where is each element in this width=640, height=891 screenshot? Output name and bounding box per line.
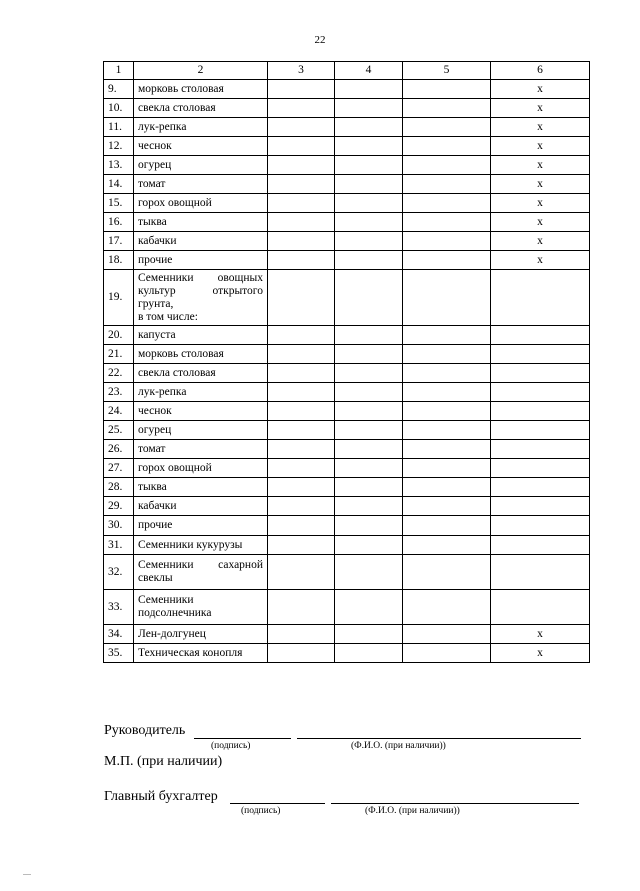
row-name: кабачки <box>134 232 268 251</box>
cell-col4 <box>335 644 403 663</box>
row-name: тыква <box>134 478 268 497</box>
cell-col6 <box>491 421 590 440</box>
row-name: Техническая конопля <box>134 644 268 663</box>
accountant-fio-line <box>331 803 579 804</box>
row-number: 34. <box>104 625 134 644</box>
table-row <box>104 536 590 555</box>
row-number: 33. <box>104 590 134 625</box>
cell-col3 <box>268 555 335 590</box>
row-number: 23. <box>104 383 134 402</box>
row-name: прочие <box>134 251 268 270</box>
stamp-label: М.П. (при наличии) <box>104 754 223 769</box>
row-name: чеснок <box>134 137 268 156</box>
cell-col5 <box>403 270 491 326</box>
row-name-sub: в том числе: <box>138 310 198 323</box>
cell-col6 <box>491 516 590 536</box>
cell-col3 <box>268 402 335 421</box>
row-name: кабачки <box>134 497 268 516</box>
cell-col6: x <box>491 251 590 270</box>
row-number: 9. <box>104 80 134 99</box>
row-name: свекла столовая <box>134 364 268 383</box>
header-cell: 4 <box>335 62 403 80</box>
row-number: 31. <box>104 536 134 555</box>
cell-col3 <box>268 270 335 326</box>
cell-col5 <box>403 232 491 251</box>
cell-col3 <box>268 175 335 194</box>
table-row <box>104 270 590 326</box>
head-label: Руководитель <box>104 723 186 738</box>
cell-col4 <box>335 326 403 345</box>
cell-col3 <box>268 497 335 516</box>
row-number: 32. <box>104 555 134 590</box>
cell-col3 <box>268 440 335 459</box>
table-row <box>104 590 590 625</box>
row-name: морковь столовая <box>134 80 268 99</box>
row-number: 10. <box>104 99 134 118</box>
cell-col3 <box>268 478 335 497</box>
cell-col3 <box>268 326 335 345</box>
cell-col4 <box>335 213 403 232</box>
scan-artifact <box>23 874 31 875</box>
cell-col5 <box>403 213 491 232</box>
head-fio-caption: (Ф.И.О. (при наличии)) <box>351 741 446 751</box>
cell-col4 <box>335 421 403 440</box>
row-name: горох овощной <box>134 194 268 213</box>
cell-col5 <box>403 251 491 270</box>
row-name: огурец <box>134 421 268 440</box>
row-number: 15. <box>104 194 134 213</box>
accountant-signature-line <box>230 803 325 804</box>
cell-col4 <box>335 590 403 625</box>
cell-col5 <box>403 625 491 644</box>
row-name: Семенники подсолнечника <box>134 590 268 625</box>
row-number: 13. <box>104 156 134 175</box>
table-row <box>104 625 590 644</box>
cell-col5 <box>403 99 491 118</box>
row-name: лук-репка <box>134 383 268 402</box>
row-number: 11. <box>104 118 134 137</box>
row-number: 29. <box>104 497 134 516</box>
table-row <box>104 137 590 156</box>
cell-col5 <box>403 644 491 663</box>
header-cell: 6 <box>491 62 590 80</box>
cell-col3 <box>268 625 335 644</box>
cell-col5 <box>403 345 491 364</box>
cell-col5 <box>403 194 491 213</box>
table-row <box>104 459 590 478</box>
row-number: 22. <box>104 364 134 383</box>
row-number: 16. <box>104 213 134 232</box>
row-name: прочие <box>134 516 268 536</box>
cell-col6: x <box>491 644 590 663</box>
head-signature-caption: (подпись) <box>211 741 251 751</box>
cell-col4 <box>335 345 403 364</box>
cell-col3 <box>268 213 335 232</box>
row-name: горох овощной <box>134 459 268 478</box>
table-row <box>104 402 590 421</box>
cell-col3 <box>268 137 335 156</box>
row-number: 12. <box>104 137 134 156</box>
row-name: тыква <box>134 213 268 232</box>
table-row <box>104 80 590 99</box>
cell-col3 <box>268 251 335 270</box>
row-name: томат <box>134 440 268 459</box>
cell-col5 <box>403 459 491 478</box>
row-number: 18. <box>104 251 134 270</box>
row-number: 21. <box>104 345 134 364</box>
row-number: 25. <box>104 421 134 440</box>
cell-col6 <box>491 383 590 402</box>
cell-col3 <box>268 421 335 440</box>
row-name: свекла столовая <box>134 99 268 118</box>
row-name <box>134 270 268 326</box>
cell-col4 <box>335 478 403 497</box>
cell-col6: x <box>491 137 590 156</box>
row-name: Семенники сахарной свеклы <box>134 555 268 590</box>
cell-col6: x <box>491 175 590 194</box>
cell-col5 <box>403 478 491 497</box>
row-number: 28. <box>104 478 134 497</box>
cell-col4 <box>335 459 403 478</box>
cell-col6: x <box>491 156 590 175</box>
table-row <box>104 175 590 194</box>
cell-col4 <box>335 99 403 118</box>
cell-col4 <box>335 516 403 536</box>
cell-col5 <box>403 137 491 156</box>
cell-col6 <box>491 270 590 326</box>
cell-col5 <box>403 80 491 99</box>
accountant-label: Главный бухгалтер <box>104 789 218 804</box>
cell-col6: x <box>491 625 590 644</box>
cell-col5 <box>403 383 491 402</box>
table-row <box>104 118 590 137</box>
row-number: 19. <box>104 270 134 326</box>
cell-col6: x <box>491 232 590 251</box>
cell-col3 <box>268 459 335 478</box>
cell-col5 <box>403 555 491 590</box>
table-row <box>104 478 590 497</box>
cell-col4 <box>335 118 403 137</box>
cell-col6 <box>491 536 590 555</box>
cell-col3 <box>268 644 335 663</box>
cell-col6 <box>491 555 590 590</box>
head-signature-line <box>194 738 291 739</box>
table-row <box>104 497 590 516</box>
cell-col3 <box>268 590 335 625</box>
cell-col6 <box>491 440 590 459</box>
cell-col5 <box>403 175 491 194</box>
cell-col6 <box>491 497 590 516</box>
row-number: 30. <box>104 516 134 536</box>
cell-col3 <box>268 516 335 536</box>
page-number: 22 <box>314 34 326 46</box>
cell-col4 <box>335 625 403 644</box>
cell-col4 <box>335 440 403 459</box>
cell-col4 <box>335 270 403 326</box>
table-row <box>104 555 590 590</box>
table-row <box>104 440 590 459</box>
table-row <box>104 421 590 440</box>
cell-col3 <box>268 194 335 213</box>
cell-col5 <box>403 326 491 345</box>
cell-col5 <box>403 516 491 536</box>
row-name: Семенники кукурузы <box>134 536 268 555</box>
cell-col3 <box>268 156 335 175</box>
cell-col6: x <box>491 213 590 232</box>
cell-col5 <box>403 590 491 625</box>
cell-col6: x <box>491 194 590 213</box>
header-cell: 3 <box>268 62 335 80</box>
cell-col5 <box>403 421 491 440</box>
cell-col6: x <box>491 80 590 99</box>
row-number: 14. <box>104 175 134 194</box>
cell-col4 <box>335 536 403 555</box>
cell-col3 <box>268 345 335 364</box>
cell-col6: x <box>491 99 590 118</box>
table-row <box>104 99 590 118</box>
cell-col3 <box>268 232 335 251</box>
table-row <box>104 364 590 383</box>
cell-col5 <box>403 402 491 421</box>
table-row <box>104 383 590 402</box>
cell-col4 <box>335 137 403 156</box>
cell-col4 <box>335 175 403 194</box>
cell-col3 <box>268 118 335 137</box>
table-row <box>104 644 590 663</box>
cell-col3 <box>268 99 335 118</box>
cell-col5 <box>403 156 491 175</box>
cell-col4 <box>335 194 403 213</box>
row-name: томат <box>134 175 268 194</box>
cell-col3 <box>268 80 335 99</box>
cell-col4 <box>335 555 403 590</box>
table-row <box>104 345 590 364</box>
row-number: 20. <box>104 326 134 345</box>
cell-col4 <box>335 402 403 421</box>
accountant-fio-caption: (Ф.И.О. (при наличии)) <box>365 806 460 816</box>
table-row <box>104 516 590 536</box>
row-name-main: Семенники овощных культур открытого грунта, <box>138 271 263 310</box>
cell-col6 <box>491 590 590 625</box>
cell-col4 <box>335 383 403 402</box>
cell-col3 <box>268 536 335 555</box>
table-row <box>104 213 590 232</box>
cell-col6 <box>491 478 590 497</box>
table-row <box>104 251 590 270</box>
row-name: капуста <box>134 326 268 345</box>
header-cell: 1 <box>104 62 134 80</box>
header-row <box>104 62 590 80</box>
row-name: чеснок <box>134 402 268 421</box>
table-row <box>104 194 590 213</box>
row-number: 27. <box>104 459 134 478</box>
table-row <box>104 156 590 175</box>
cell-col4 <box>335 497 403 516</box>
cell-col6 <box>491 364 590 383</box>
cell-col5 <box>403 364 491 383</box>
cell-col4 <box>335 251 403 270</box>
row-name: морковь столовая <box>134 345 268 364</box>
header-cell: 2 <box>134 62 268 80</box>
cell-col4 <box>335 80 403 99</box>
head-fio-line <box>297 738 581 739</box>
cell-col6 <box>491 345 590 364</box>
cell-col3 <box>268 364 335 383</box>
cell-col4 <box>335 232 403 251</box>
row-name: лук-репка <box>134 118 268 137</box>
cell-col6: x <box>491 118 590 137</box>
cell-col5 <box>403 440 491 459</box>
row-name: огурец <box>134 156 268 175</box>
cell-col5 <box>403 536 491 555</box>
cell-col4 <box>335 156 403 175</box>
row-name: Лен-долгунец <box>134 625 268 644</box>
accountant-signature-caption: (подпись) <box>241 806 281 816</box>
table-row <box>104 326 590 345</box>
cell-col4 <box>335 364 403 383</box>
report-table <box>103 61 590 663</box>
cell-col5 <box>403 497 491 516</box>
row-number: 17. <box>104 232 134 251</box>
cell-col3 <box>268 383 335 402</box>
cell-col6 <box>491 402 590 421</box>
row-number: 26. <box>104 440 134 459</box>
row-number: 35. <box>104 644 134 663</box>
cell-col6 <box>491 459 590 478</box>
row-number: 24. <box>104 402 134 421</box>
cell-col5 <box>403 118 491 137</box>
cell-col6 <box>491 326 590 345</box>
table-row <box>104 232 590 251</box>
header-cell: 5 <box>403 62 491 80</box>
